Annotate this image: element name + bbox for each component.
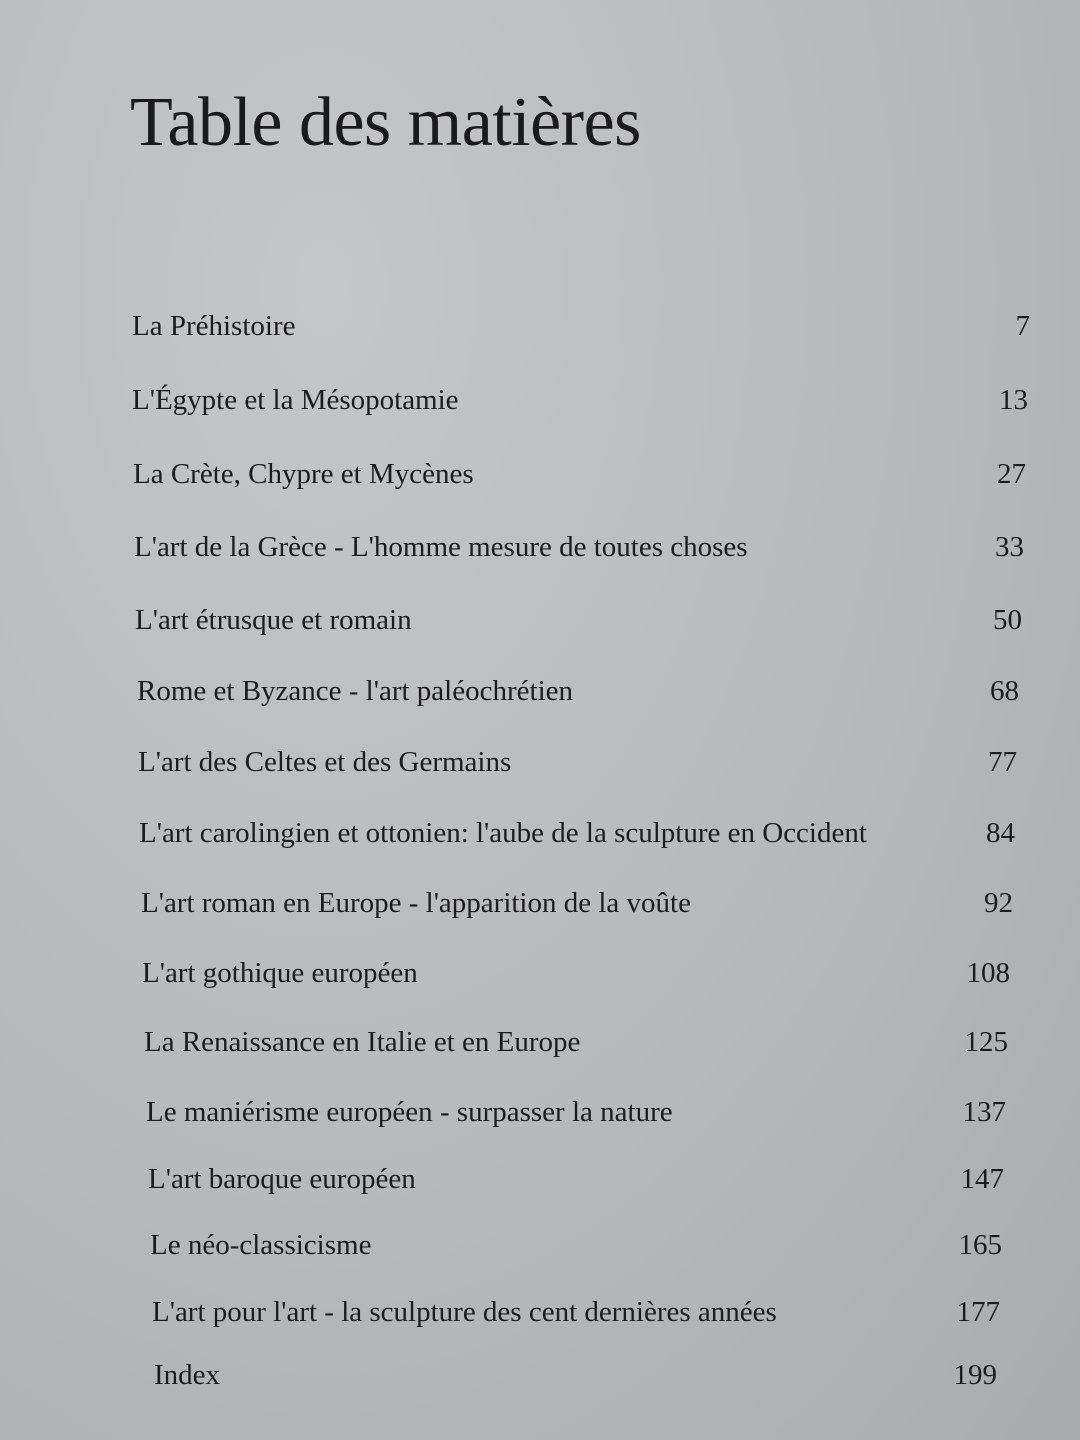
page-title: Table des matières <box>130 84 641 161</box>
toc-entry <box>146 1092 1006 1132</box>
toc-entry-title: L'art des Celtes et des Germains <box>138 746 512 778</box>
toc-entry-title: L'art gothique européen <box>142 957 418 989</box>
toc-entry-title: L'art roman en Europe - l'apparition de la voûte <box>141 887 691 919</box>
toc-entry-title: La Préhistoire <box>132 310 296 342</box>
toc-entry <box>138 742 1017 782</box>
toc-entry-title: L'art de la Grèce - L'homme mesure de toutes choses <box>134 531 748 563</box>
toc-entry <box>148 1159 1004 1199</box>
toc-entry-page-number: 92 <box>984 887 1013 919</box>
toc-entry <box>135 600 1022 640</box>
toc-entry <box>144 1022 1008 1062</box>
toc-entry-page-number: 137 <box>962 1096 1006 1128</box>
toc-entry-page-number: 199 <box>953 1359 997 1391</box>
toc-entry <box>139 813 1015 853</box>
toc-entry-page-number: 50 <box>993 604 1022 636</box>
toc-entry-title: La Crète, Chypre et Mycènes <box>133 458 474 490</box>
toc-entry-page-number: 84 <box>986 817 1015 849</box>
toc-entry-title: L'art pour l'art - la sculpture des cent dernières années <box>152 1296 777 1328</box>
toc-entry <box>142 953 1010 993</box>
toc-entry-title: Le néo-classicisme <box>150 1229 372 1261</box>
toc-entry-title: L'art carolingien et ottonien: l'aube de la sculpture en Occident <box>139 817 867 849</box>
toc-entry-page-number: 165 <box>958 1229 1002 1261</box>
toc-entry-page-number: 177 <box>956 1296 1000 1328</box>
toc-entry-title: Le maniérisme européen - surpasser la nature <box>146 1096 673 1128</box>
toc-entry-page-number: 7 <box>1015 310 1030 342</box>
toc-entry-page-number: 77 <box>988 746 1017 778</box>
toc-entry <box>150 1225 1002 1265</box>
toc-entry-page-number: 108 <box>966 957 1010 989</box>
toc-entry <box>132 306 1030 346</box>
toc-entry-page-number: 125 <box>964 1026 1008 1058</box>
toc-entry <box>152 1292 1000 1332</box>
toc-entry <box>132 380 1028 420</box>
toc-entry <box>154 1355 997 1395</box>
toc-entry-title: L'art baroque européen <box>148 1163 416 1195</box>
toc-entry-page-number: 68 <box>990 675 1019 707</box>
toc-entry-page-number: 33 <box>995 531 1024 563</box>
toc-entry-title: L'art étrusque et romain <box>135 604 412 636</box>
toc-entry-page-number: 27 <box>997 458 1026 490</box>
toc-entry <box>134 527 1024 567</box>
toc-entry <box>141 883 1013 923</box>
toc-entry <box>137 671 1019 711</box>
toc-entry-page-number: 13 <box>999 384 1028 416</box>
toc-entry-title: Index <box>154 1359 221 1391</box>
toc-entry <box>133 454 1026 494</box>
toc-entry-title: Rome et Byzance - l'art paléochrétien <box>137 675 573 707</box>
toc-entry-title: La Renaissance en Italie et en Europe <box>144 1026 581 1058</box>
toc-entry-page-number: 147 <box>960 1163 1004 1195</box>
toc-entry-title: L'Égypte et la Mésopotamie <box>132 384 459 416</box>
